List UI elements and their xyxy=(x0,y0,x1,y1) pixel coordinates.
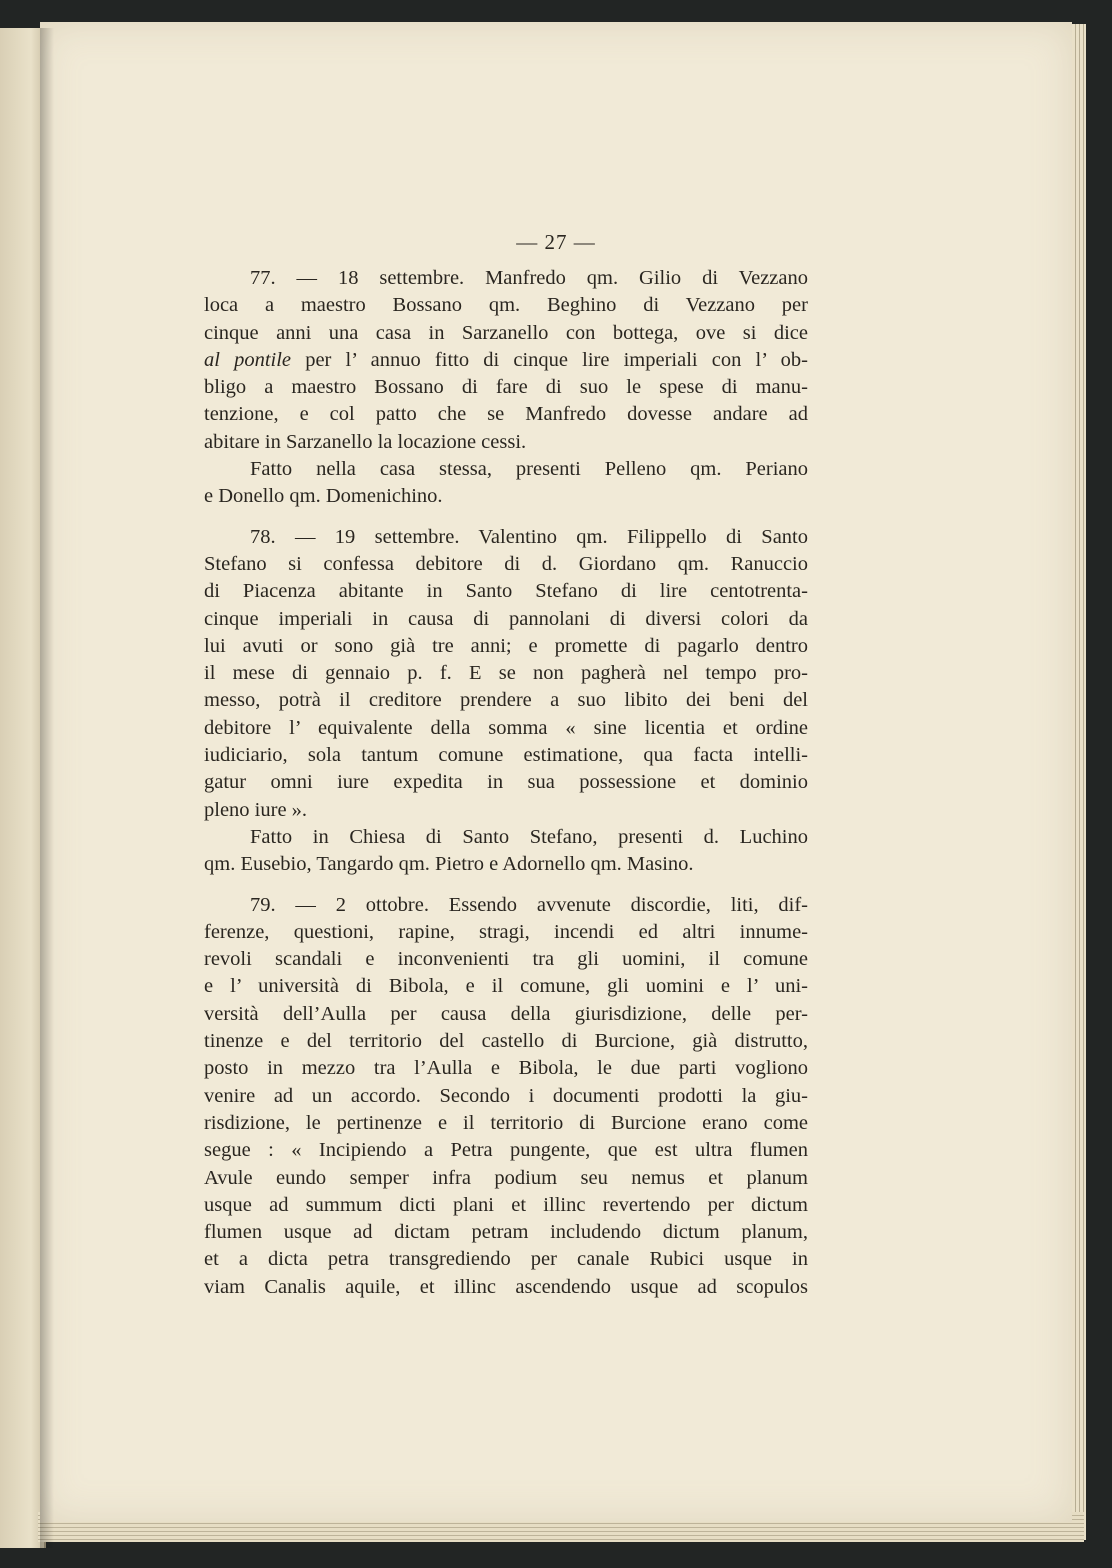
text-line: et a dicta petra transgrediendo per canale Rubici usque in xyxy=(204,1248,808,1271)
text-line: usque ad summum dicti plani et illinc revertendo per dictum xyxy=(204,1193,808,1216)
page-number: — 27 — xyxy=(516,230,596,254)
text-line: ferenze, questioni, rapine, stragi, incendi ed altri innume- xyxy=(204,920,808,943)
text-line: risdizione, le pertinenze e il territorio di Burcione erano come xyxy=(204,1111,808,1134)
italic-phrase: al pontile xyxy=(204,348,292,371)
text-line: lui avuti or sono già tre anni; e promette di pagarlo dentro xyxy=(204,634,808,657)
page-body xyxy=(204,265,808,1301)
text-line: debitore l’ equivalente della somma « sine licentia et ordine xyxy=(204,716,808,739)
book-page xyxy=(40,22,1072,1522)
text-line: Stefano si confessa debitore di d. Giordano qm. Ranuccio xyxy=(204,552,808,575)
text-line: tenzione, e col patto che se Manfredo dovesse andare ad xyxy=(204,403,808,426)
text-line: di Piacenza abitante in Santo Stefano di lire centotrenta- xyxy=(204,580,808,603)
text-line: 79. — 2 ottobre. Essendo avvenute discordie, liti, dif- xyxy=(250,893,808,916)
text-line: 77. — 18 settembre. Manfredo qm. Gilio di Vezzano xyxy=(250,267,808,289)
text-line: viam Canalis aquile, et illinc ascendendo usque ad scopulos xyxy=(204,1275,808,1298)
text-line: Avule eundo semper infra podium seu nemus et planum xyxy=(204,1166,808,1189)
text-line: tinenze e del territorio del castello di Burcione, già distrutto, xyxy=(204,1030,808,1053)
text-line: il mese di gennaio p. f. E se non pagherà nel tempo pro- xyxy=(204,662,808,685)
text-line: abitare in Sarzanello la locazione cessi. xyxy=(204,430,527,453)
text-line: posto in mezzo tra l’Aulla e Bibola, le due parti vogliono xyxy=(204,1057,808,1080)
text-line: segue : « Incipiendo a Petra pungente, que est ultra flumen xyxy=(204,1139,808,1162)
text-line: 78. — 19 settembre. Valentino qm. Filippello di Santo xyxy=(250,525,808,548)
text-line: Fatto in Chiesa di Santo Stefano, presenti d. Luchino xyxy=(250,825,808,848)
text-line: gatur omni iure expedita in sua possessione et dominio xyxy=(204,771,808,794)
text-line: Fatto nella casa stessa, presenti Pelleno qm. Periano xyxy=(250,458,808,481)
text-line: flumen usque ad dictam petram includendo dictum planum, xyxy=(204,1221,808,1244)
text-line: e l’ università di Bibola, e il comune, gli uomini e l’ uni- xyxy=(204,975,808,998)
text-line: qm. Eusebio, Tangardo qm. Pietro e Adornello qm. Masino. xyxy=(204,853,694,876)
text-line xyxy=(204,347,808,374)
text-line: cinque imperiali in causa di pannolani di diversi colori da xyxy=(204,607,808,630)
text-line: venire ad un accordo. Secondo i documenti prodotti la giu- xyxy=(204,1084,808,1107)
text-line: bligo a maestro Bossano di fare di suo le spese di manu- xyxy=(204,376,808,399)
text-line: e Donello qm. Domenichino. xyxy=(204,485,443,508)
text-line: messo, potrà il creditore prendere a suo libito dei beni del xyxy=(204,689,808,712)
text-line: revoli scandali e inconvenienti tra gli uomini, il comune xyxy=(204,948,808,971)
text-line: pleno iure ». xyxy=(204,798,308,821)
text-line: cinque anni una casa in Sarzanello con bottega, ove si dice xyxy=(204,321,808,344)
text-line: iudiciario, sola tantum comune estimatione, qua facta intelli- xyxy=(204,744,808,767)
text-line: loca a maestro Bossano qm. Beghino di Vezzano per xyxy=(204,294,808,317)
text-line: versità dell’Aulla per causa della giurisdizione, delle per- xyxy=(204,1002,808,1025)
text-span: per l’ annuo fitto di cinque lire imperiali con l’ ob- xyxy=(291,348,808,371)
spine-shadow xyxy=(40,28,54,1548)
